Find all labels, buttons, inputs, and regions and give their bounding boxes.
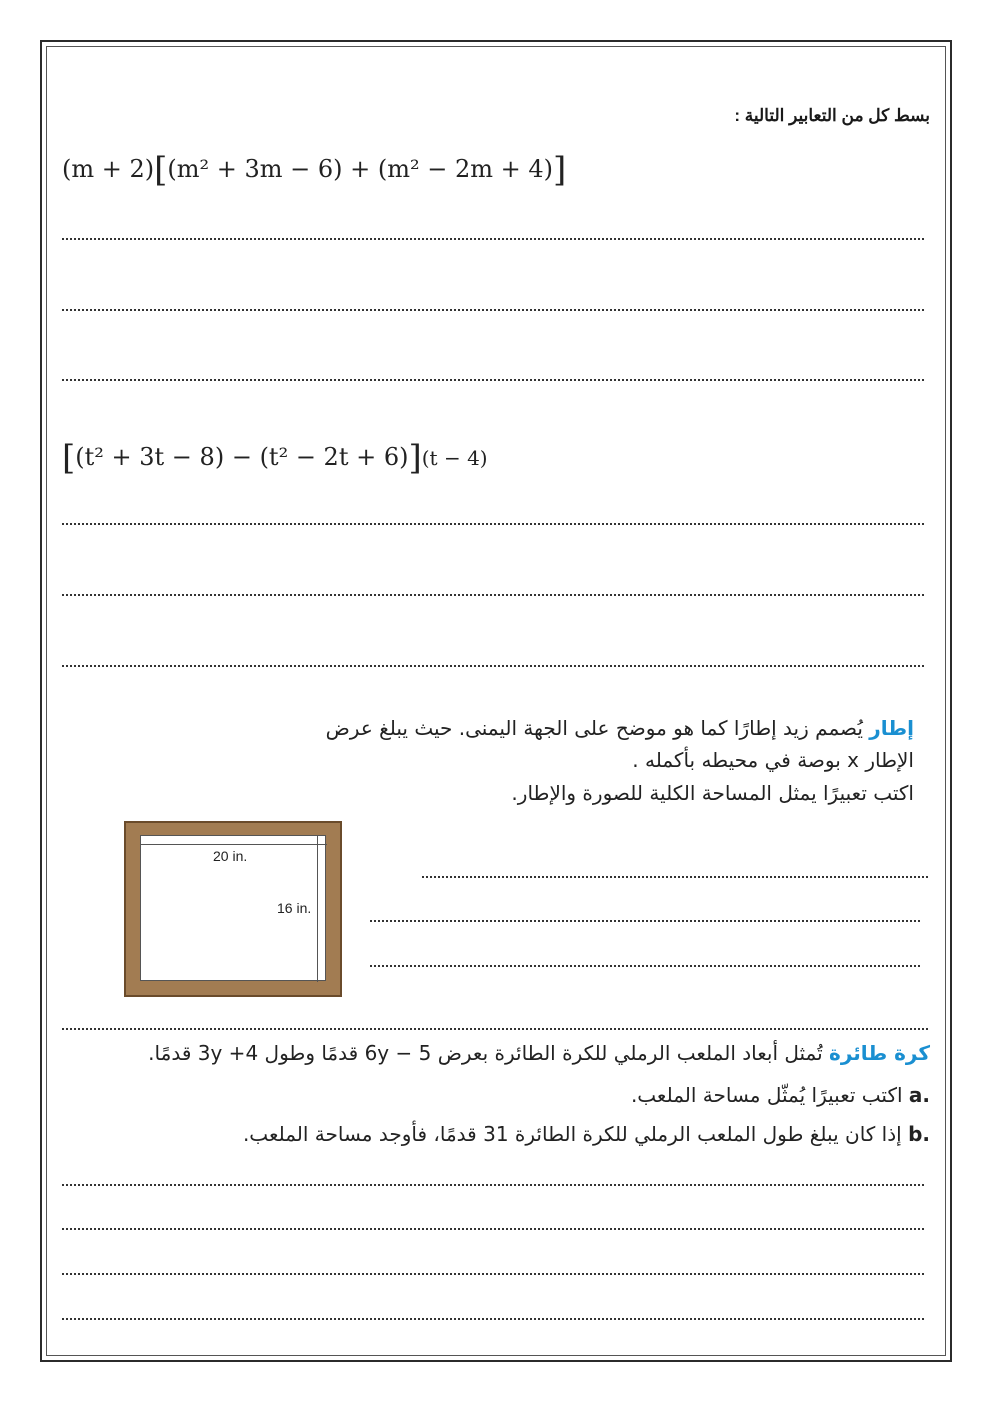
expr2-factor: (t − 4): [421, 446, 488, 470]
expr1-close-bracket: ]: [553, 150, 567, 190]
answer-line[interactable]: [422, 876, 928, 878]
answer-line[interactable]: [62, 1318, 924, 1320]
frame-problem-line-3: اكتب تعبيرًا يمثل المساحة الكلية للصورة والإطار.: [511, 781, 914, 805]
expr2-term-a: (t² + 3t − 8): [75, 443, 225, 471]
answer-line[interactable]: [62, 665, 924, 667]
frame-problem-label: إطار: [869, 716, 914, 740]
frame-inner-line: [317, 836, 318, 982]
answer-line[interactable]: [62, 594, 924, 596]
volleyball-problem-label: كرة طائرة: [829, 1041, 930, 1065]
answer-line[interactable]: [62, 238, 924, 240]
part-a-text: اكتب تعبيرًا يُمثّل مساحة الملعب.: [630, 1083, 903, 1107]
expression-1: [62, 150, 566, 190]
picture-area: [140, 835, 326, 981]
expr2-open-bracket: [: [62, 438, 76, 478]
answer-line[interactable]: [62, 1028, 928, 1030]
height-label: 16 in.: [277, 900, 312, 916]
answer-line[interactable]: [370, 920, 920, 922]
answer-line[interactable]: [62, 523, 924, 525]
expr2-term-b: (t² − 2t + 6): [259, 443, 409, 471]
part-a: [60, 1080, 930, 1110]
part-b: [60, 1119, 930, 1149]
answer-line[interactable]: [62, 309, 924, 311]
frame-problem-line-2: الإطار x بوصة في محيطه بأكمله .: [632, 748, 914, 772]
answer-line[interactable]: [62, 1273, 924, 1275]
expr1-operator: +: [342, 155, 378, 183]
answer-line[interactable]: [62, 379, 924, 381]
page-border-inner: [46, 46, 946, 1356]
exercise-heading: بسط كل من التعابير التالية :: [734, 106, 930, 125]
answer-line[interactable]: [62, 1228, 924, 1230]
expr1-factor: (m + 2): [62, 155, 155, 183]
expr2-close-bracket: ]: [408, 438, 422, 478]
expr1-open-bracket: [: [154, 150, 168, 190]
frame-inner-line: [141, 844, 327, 845]
volleyball-problem-text: تُمثل أبعاد الملعب الرملي للكرة الطائرة بعرض 5 − 6y قدمًا وطول 4+ 3y قدمًا.: [148, 1041, 823, 1065]
part-b-text: إذا كان يبلغ طول الملعب الرملي للكرة الطائرة 31 قدمًا، فأوجد مساحة الملعب.: [242, 1122, 902, 1146]
expression-2: [62, 438, 488, 478]
expr2-operator: −: [224, 443, 260, 471]
frame-problem-text-1: يُصمم زيد إطارًا كما هو موضح على الجهة اليمنى. حيث يبلغ عرض: [325, 716, 863, 740]
part-b-letter: .b: [908, 1122, 930, 1146]
expr1-term-a: (m² + 3m − 6): [167, 155, 343, 183]
part-a-letter: .a: [908, 1083, 930, 1107]
answer-line[interactable]: [62, 1184, 924, 1186]
answer-line[interactable]: [370, 965, 920, 967]
frame-problem-line-1: [74, 713, 914, 743]
expr1-term-b: (m² − 2m + 4): [377, 155, 554, 183]
width-label: 20 in.: [213, 848, 248, 864]
volleyball-problem-line-1: [60, 1038, 930, 1068]
picture-frame-diagram: [124, 821, 342, 997]
